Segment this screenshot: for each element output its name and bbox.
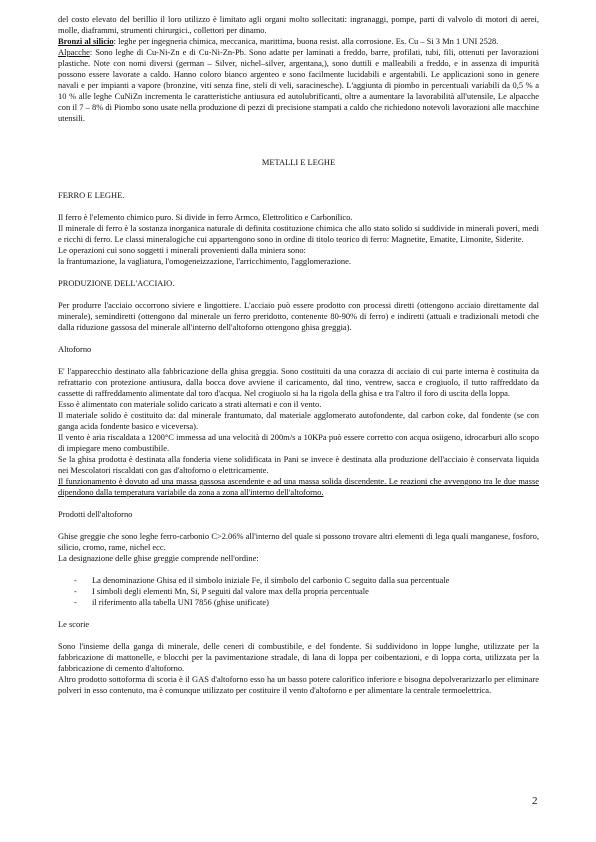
alpacche-text: : Sono leghe di Cu-Ni-Zn e di Cu-Ni-Zn-Pb. Sono adatte per laminati a freddo, barre, profilati, tubi, fili, ottenuti per lavorazioni plastiche. Note con nomi diversi (german – Silver, nichel–silver, argentana,), sono duttili e malleabili a freddo, e in assenza di impurità possono essere lavorate a caldo. Hanno coloro bianco argenteo e sono facilmente lucidabili e argentabili. Le applicazioni sono in genere navali e per impianti a vapore (bronzine, viti senza fine, steli di veli, saracinesche). L'aggiunta di piombo in percentuali variabili da 0,5 % a 10 % alle leghe CuNiZn incrementa le caratteristiche antiusura ed autolubrificanti, oltre a aumentare la lavorabilità all'utensile, Le alpacche con il 7 – 8% di Piombo sono usate nella produzione di pezzi di precisione stampati a caldo che richiedono notevoli lavorazioni alle macchine utensili.: [58, 47, 539, 123]
paragraph-ferro-2: Il minerale di ferro è la sostanza inorganica naturale di definita costituzione chimica che allo stato solido si suddivide in minerali poveri, medi e ricchi di ferro. Le classi mineralogiche cui appartengono sono in ordine di titolo teorico di ferro: Magnetite, Ematite, Limonite, Siderite.: [58, 223, 539, 244]
list-item: [58, 575, 539, 586]
paragraph-ferro-1: Il ferro è l'elemento chimico puro. Si divide in ferro Armco, Elettrolitico e Carbonilico.: [58, 212, 353, 222]
paragraph-bronzi-silicio: [58, 36, 539, 47]
list-marker: -: [74, 575, 77, 585]
term-alpacche: Alpacche: [58, 47, 90, 57]
paragraph-altoforno-5: Se la ghisa prodotta è destinata alla fonderia viene solidificata in Pani se invece è destinata alla produzione dell'acciaio è conservata liquida nei Mescolatori riscaldati con gas d'altoforno o elettricamente.: [58, 454, 539, 475]
paragraph-produzione: Per produrre l'acciaio occorrono siviere e lingottiere. L'acciaio può essere prodotto con processi diretti (ottengono acciaio direttamente dal minerale), semindiretti (ottengono dal minerale un ferro preridotto, contenente 80-90% di ferro) e indiretti (attuali e tradizionali metodi che dalla riduzione gassosa del minerale all'interno dell'altoforno ottengono ghisa greggia).: [58, 300, 539, 332]
list-item-text: il riferimento alla tabella UNI 7856 (ghise unificate): [92, 597, 269, 607]
list-marker: -: [74, 597, 77, 607]
paragraph-altoforno-4: Il vento è aria riscaldata a 1200°C immessa ad una velocità di 200m/s a 10KPa può essere corretto con acqua osiigeno, idrocarburi allo scopo di impiegare meno combustibile.: [58, 432, 539, 453]
paragraph-altoforno-1: E' l'apparecchio destinato alla fabbricazione della ghisa greggia. Sono costituiti da una corazza di acciaio di cui parte interna è costituita da refrattario con protezione antiusura, dalla bocca dove avviene il caricamento, dal tino, ventrew, sacca e crogiuolo, il tutto raffreddato da cassette di raffreddamento alimentate dal toro d'acqua. Nel crogiuolo si ha la rigola della ghisa e tra l'altro il foro di uscita della loppa.: [58, 366, 539, 398]
list-item-text: La denominazione Ghisa ed il simbolo iniziale Fe, il simbolo del carbonio C seguito dalla sua percentuale: [92, 575, 450, 585]
heading-prodotti-altoforno: Prodotti dell'altoforno: [58, 509, 133, 519]
paragraph-altoforno-2: Esso è alimentato con materiale solido caricato a strati alternati e con il vento.: [58, 399, 322, 409]
heading-scorie: Le scorie: [58, 619, 90, 629]
heading-altoforno: Altoforno: [58, 344, 92, 354]
section-title: METALLI E LEGHE: [261, 157, 336, 167]
paragraph-scorie-1: Sono l'insieme della ganga di minerale, delle ceneri di combustibile, e del fondente. Si suddividono in loppe lunghe, utilizzate per la fabbricazione di mattonelle, e blocchi per la pavimentazione stradale, di lana di loppa per coibentazioni, e di loppa corta, utilizzata per la fabbricazione di cemento d'altoforno.: [58, 641, 539, 673]
term-bronzi-silicio: Bronzi al silicio: [58, 36, 114, 46]
paragraph-alpacche: [58, 47, 539, 124]
document-page: [58, 14, 539, 696]
heading-ferro-leghe: FERRO E LEGHE.: [58, 190, 125, 200]
list-item-text: I simboli degli elementi Mn, Si, P seguiti dal valore max della propria percentuale: [92, 586, 369, 596]
list-item: [58, 586, 539, 597]
paragraph-ferro-4: la frantumazione, la vagliatura, l'omogeneizzazione, l'arricchimento, l'agglomerazione.: [58, 256, 351, 266]
paragraph-altoforno-3: Il materiale solido è costituito da: dal minerale frantumato, dal materiale agglomerato autofondente, dal carbon coke, dal fondente (se con ganga acida fondente basico e viceversa).: [58, 410, 539, 431]
paragraph-altoforno-6: Il funzionamento è dovuto ad una massa gassosa ascendente e ad una massa solida discendente. Le reazioni che avvengono tra le due masse dipendono dalla temperatura variabile da zona a zona all'interno dell'altoforno.: [58, 476, 539, 497]
paragraph-ferro-3: Le operazioni cui sono soggetti i minerali provenienti dalla miniera sono:: [58, 245, 306, 255]
paragraph-prodotti-1: Ghise greggie che sono leghe ferro-carbonio C>2.06% all'interno del quale si possono trovare altri elementi di lega quali manganese, fosforo, silicio, cromo, rame, nichel ecc.: [58, 531, 539, 552]
paragraph-prodotti-2: La designazione delle ghise greggie comprende nell'ordine:: [58, 553, 259, 563]
heading-produzione-acciaio: PRODUZIONE DELL'ACCIAIO.: [58, 278, 175, 288]
page-number: 2: [532, 795, 538, 807]
designation-list: [58, 575, 539, 608]
paragraph-berillio: del costo elevato del berillio il loro utilizzo è limitato agli organi molto sollecitati: ingranaggi, pompe, parti di valvolo di motori di aerei, molle, diaframmi, strumenti chirurgici., collettori per dinamo.: [58, 14, 539, 35]
list-marker: -: [74, 586, 77, 596]
bronzi-silicio-text: : leghe per ingegneria chimica, meccanica, marittima, buona resist. alla corrosione. Es. Cu – Si 3 Mn 1 UNI 2528.: [113, 36, 499, 46]
list-item: [58, 597, 539, 608]
paragraph-scorie-2: Altro prodotto sottoforma di scoria è il GAS d'altoforno esso ha un basso potere calorifico inferiore e bisogna depolverarizzarlo per eliminare polveri in esso contenuto, ma è comunque utilizzato per costituire il vento d'altoforno e per alimentare la centrale termoelettrica.: [58, 674, 539, 695]
